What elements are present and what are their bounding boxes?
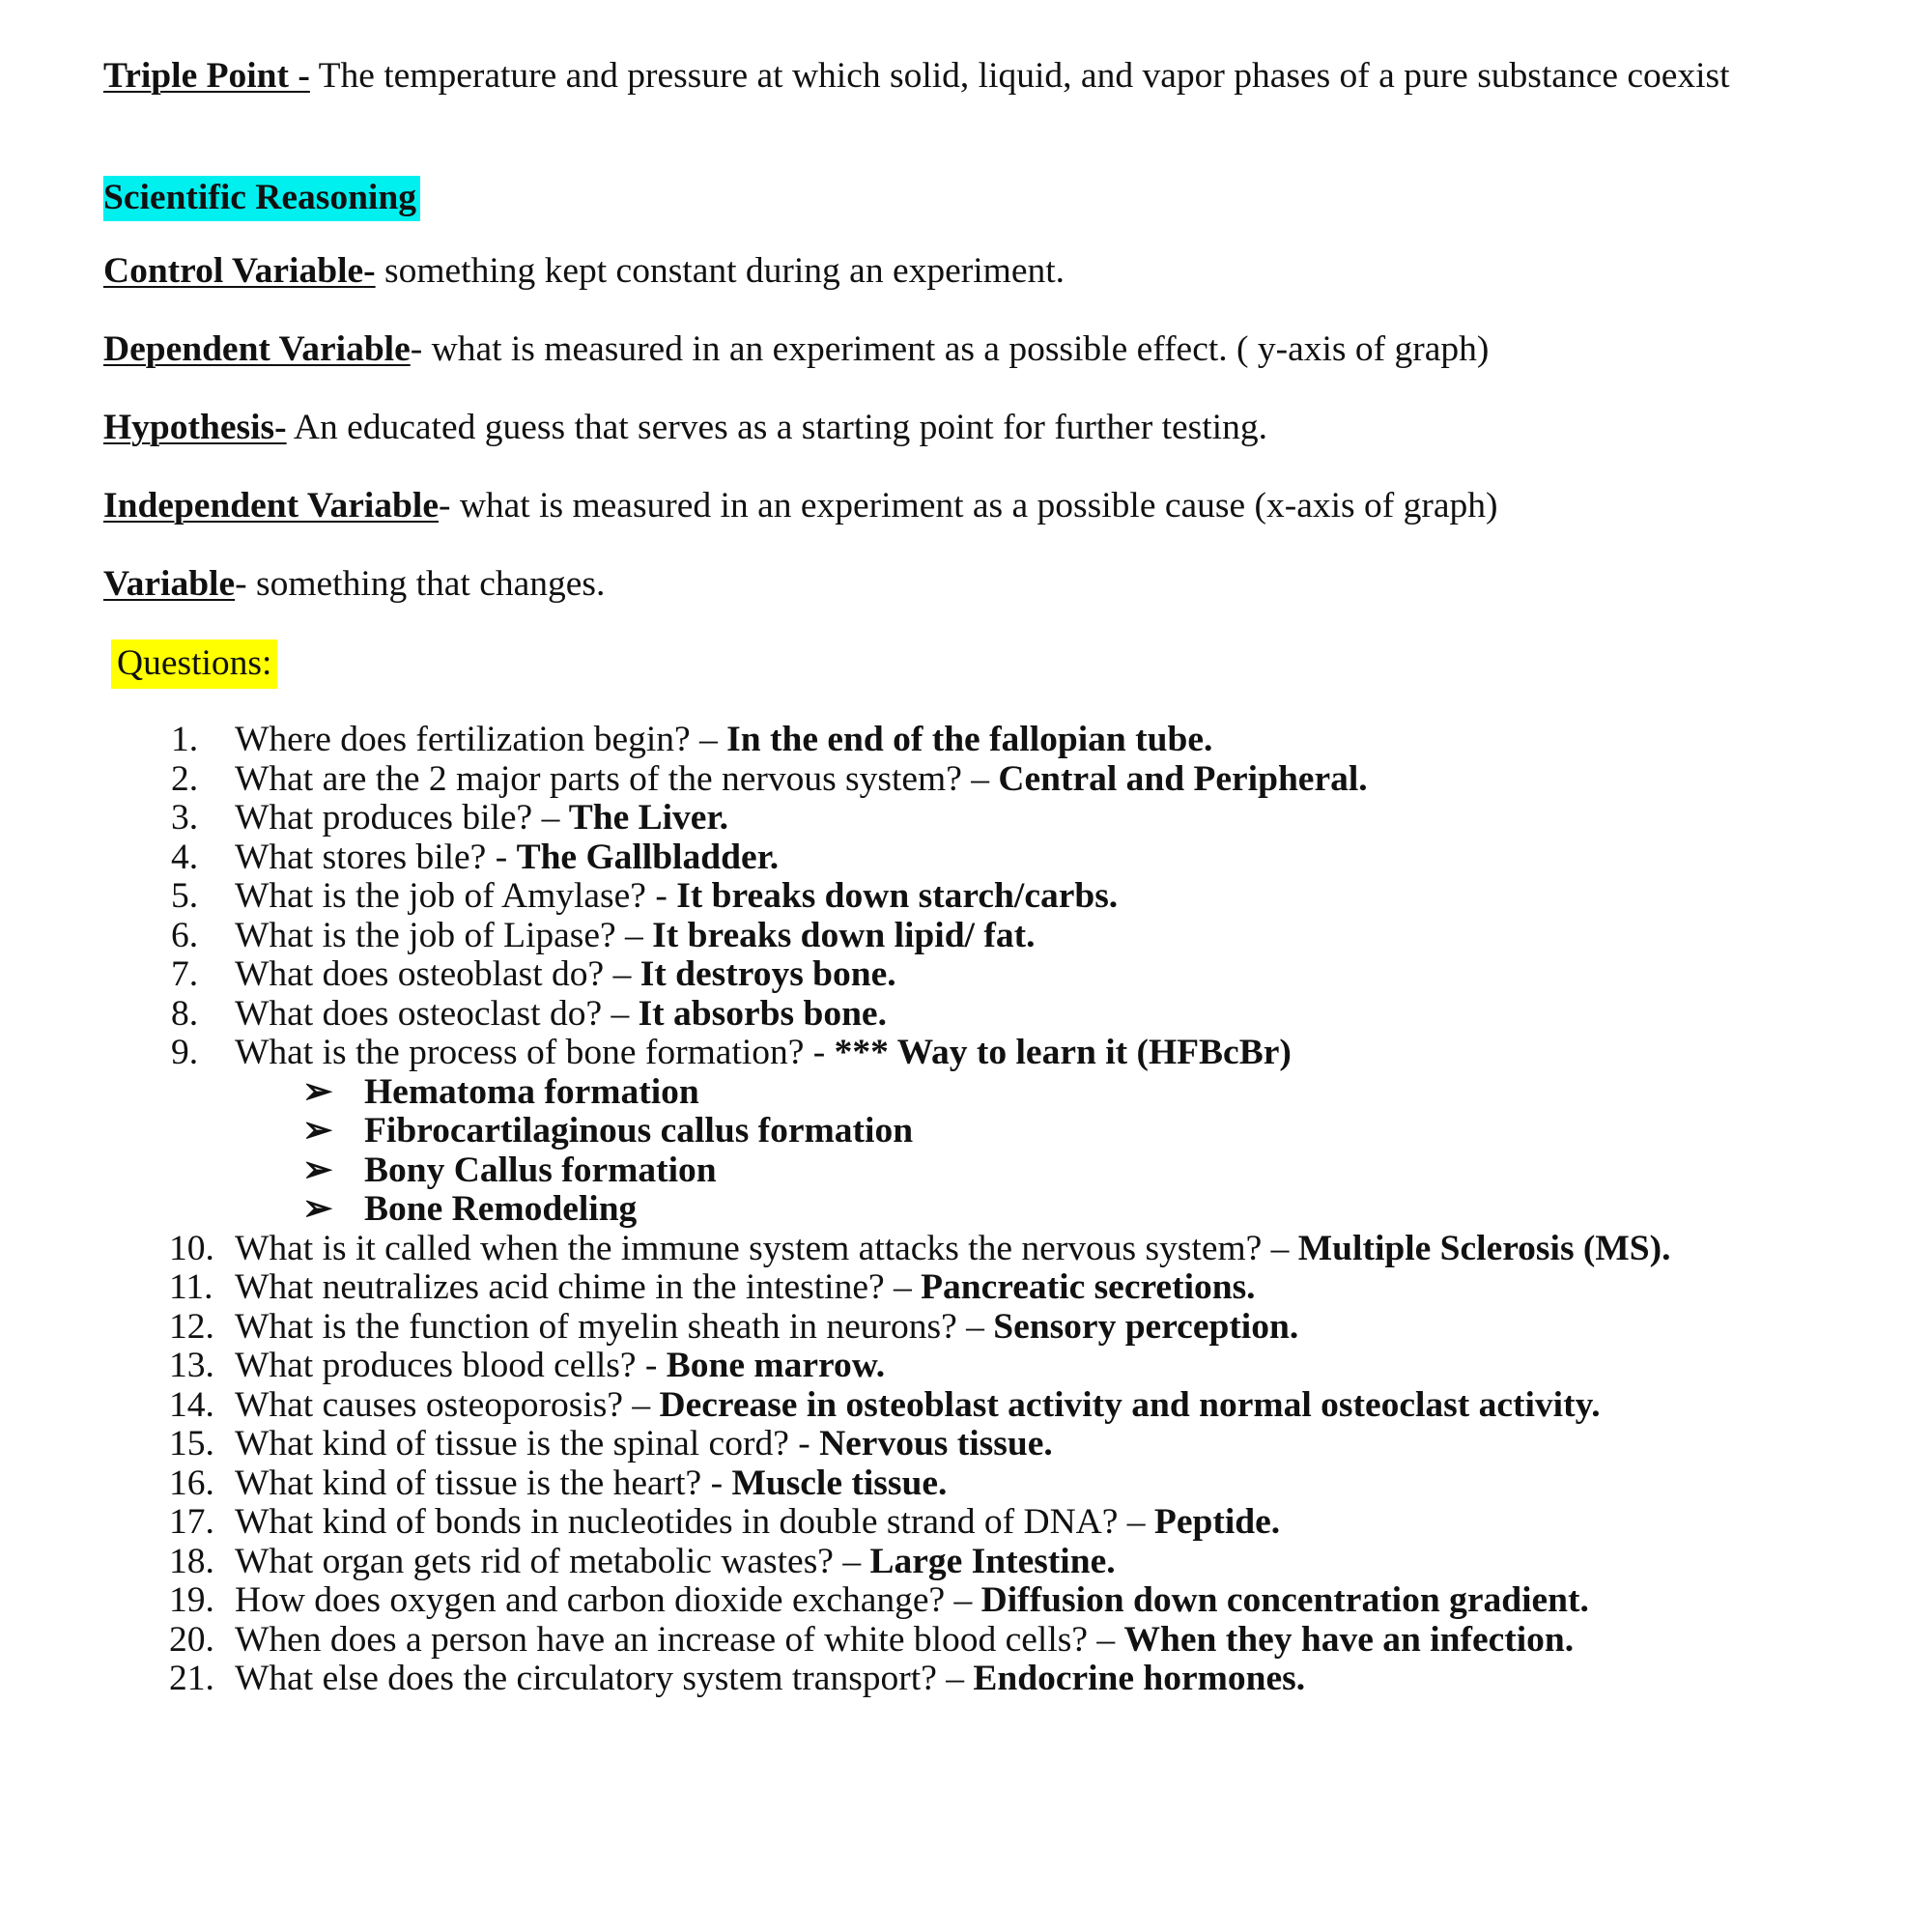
definition-term: Variable xyxy=(103,564,236,604)
answer-text: Large Intestine. xyxy=(869,1541,1116,1581)
question-number: 12. xyxy=(169,1306,214,1347)
answer-text: It breaks down starch/carbs. xyxy=(676,876,1119,916)
answer-text: It destroys bone. xyxy=(639,954,896,994)
definition-variable xyxy=(103,564,1842,604)
question-item xyxy=(171,1268,1813,1308)
question-text: What is the job of Lipase? – xyxy=(235,915,653,955)
question-number: 20. xyxy=(169,1619,214,1660)
arrow-bullet-icon: ➢ xyxy=(302,1071,333,1112)
question-text: Where does fertilization begin? – xyxy=(235,720,727,759)
question-text: What causes osteoporosis? – xyxy=(235,1384,660,1425)
question-number: 5. xyxy=(171,876,199,916)
question-text: What does osteoclast do? – xyxy=(235,993,639,1034)
arrow-bullet-icon: ➢ xyxy=(302,1150,333,1190)
bone-formation-steps xyxy=(235,1073,1813,1230)
question-item xyxy=(171,955,1813,995)
question-text: What kind of bonds in nucleotides in double strand of DNA? – xyxy=(235,1502,1154,1542)
definition-text: - something that changes. xyxy=(235,564,606,604)
question-number: 16. xyxy=(169,1463,214,1503)
question-text: How does oxygen and carbon dioxide exchange? – xyxy=(235,1580,981,1620)
section-heading-scientific-reasoning: Scientific Reasoning xyxy=(103,176,420,221)
question-item xyxy=(171,877,1813,917)
question-item xyxy=(171,760,1813,800)
question-item xyxy=(171,799,1813,838)
question-item xyxy=(171,1464,1813,1504)
question-number: 8. xyxy=(171,993,199,1034)
answer-text: It breaks down lipid/ fat. xyxy=(652,915,1036,955)
step-text: Bony Callus formation xyxy=(364,1150,717,1190)
answer-text: In the end of the fallopian tube. xyxy=(726,720,1213,759)
definition-text: - what is measured in an experiment as a possible cause (x-axis of graph) xyxy=(438,486,1498,526)
answer-text: Multiple Sclerosis (MS). xyxy=(1297,1228,1671,1268)
step-item xyxy=(302,1151,1813,1191)
question-number: 15. xyxy=(169,1424,214,1463)
question-number: 19. xyxy=(169,1580,214,1620)
question-list xyxy=(171,721,1813,1699)
definition-text: - what is measured in an experiment as a possible effect. ( y-axis of graph) xyxy=(410,329,1490,369)
question-number: 17. xyxy=(169,1502,214,1542)
question-text: What produces bile? – xyxy=(235,798,569,838)
definition-text: something kept constant during an experiment. xyxy=(375,251,1065,291)
answer-text: Peptide. xyxy=(1153,1502,1281,1542)
question-item xyxy=(171,995,1813,1035)
question-number: 21. xyxy=(169,1659,214,1698)
answer-text: Diffusion down concentration gradient. xyxy=(980,1580,1589,1620)
answer-text: When they have an infection. xyxy=(1123,1619,1575,1660)
step-item xyxy=(302,1073,1813,1113)
question-item xyxy=(171,1543,1813,1582)
question-item xyxy=(171,1503,1813,1543)
arrow-bullet-icon: ➢ xyxy=(302,1189,333,1229)
definition-dependent-variable xyxy=(103,329,1842,369)
question-item xyxy=(171,1660,1813,1699)
answer-text: Nervous tissue. xyxy=(819,1424,1053,1463)
question-text: What organ gets rid of metabolic wastes? – xyxy=(235,1541,870,1581)
answer-text: Endocrine hormones. xyxy=(973,1659,1306,1698)
question-text: What stores bile? - xyxy=(235,837,517,877)
step-text: Hematoma formation xyxy=(364,1071,699,1112)
question-number: 18. xyxy=(169,1541,214,1581)
section-heading-questions: Questions: xyxy=(111,639,277,689)
question-item xyxy=(171,1034,1813,1230)
question-item xyxy=(171,917,1813,956)
question-number: 1. xyxy=(171,720,199,759)
question-item xyxy=(171,1230,1813,1269)
question-text: What kind of tissue is the heart? - xyxy=(235,1463,732,1503)
answer-text: Muscle tissue. xyxy=(731,1463,948,1503)
question-text: What is it called when the immune system attacks the nervous system? – xyxy=(235,1228,1298,1268)
question-text: What does osteoblast do? – xyxy=(235,954,640,994)
question-number: 7. xyxy=(171,954,199,994)
answer-text: The Gallbladder. xyxy=(516,837,780,877)
question-text: What kind of tissue is the spinal cord? - xyxy=(235,1424,820,1463)
question-number: 6. xyxy=(171,915,199,955)
question-number: 10. xyxy=(169,1228,214,1268)
question-item xyxy=(171,1621,1813,1661)
question-item xyxy=(171,1386,1813,1426)
definition-control-variable xyxy=(103,251,1842,291)
question-text: What are the 2 major parts of the nervous system? – xyxy=(235,758,999,799)
answer-text: Central and Peripheral. xyxy=(998,758,1368,799)
definition-triple-point xyxy=(103,56,1842,96)
question-item xyxy=(171,838,1813,878)
question-number: 3. xyxy=(171,798,199,838)
answer-text: *** Way to learn it (HFBcBr) xyxy=(834,1033,1292,1072)
definition-hypothesis xyxy=(103,408,1842,447)
definition-term: Independent Variable xyxy=(103,486,439,526)
answer-text: Decrease in osteoblast activity and normal osteoclast activity. xyxy=(659,1384,1601,1425)
arrow-bullet-icon: ➢ xyxy=(302,1111,333,1151)
definition-term: Dependent Variable xyxy=(103,329,411,369)
question-text: What is the function of myelin sheath in neurons? – xyxy=(235,1306,994,1347)
question-text: What neutralizes acid chime in the intestine? – xyxy=(235,1267,922,1307)
answer-text: The Liver. xyxy=(568,798,728,838)
definition-term: Triple Point - xyxy=(103,56,310,96)
question-text: What produces blood cells? - xyxy=(235,1346,667,1385)
question-item xyxy=(171,721,1813,760)
question-number: 2. xyxy=(171,758,199,799)
step-text: Bone Remodeling xyxy=(364,1189,638,1229)
question-item xyxy=(171,1308,1813,1348)
question-number: 14. xyxy=(169,1384,214,1425)
definition-text: An educated guess that serves as a starting point for further testing. xyxy=(286,408,1267,447)
step-item xyxy=(302,1112,1813,1151)
definition-text: The temperature and pressure at which solid, liquid, and vapor phases of a pure substance coexist xyxy=(309,56,1730,96)
question-number: 13. xyxy=(169,1346,214,1385)
definition-term: Control Variable- xyxy=(103,251,376,291)
definition-term: Hypothesis- xyxy=(103,408,287,447)
question-text: What is the process of bone formation? - xyxy=(235,1033,835,1072)
question-item xyxy=(171,1425,1813,1464)
question-text: What else does the circulatory system transport? – xyxy=(235,1659,974,1698)
answer-text: Pancreatic secretions. xyxy=(921,1267,1256,1307)
question-item xyxy=(171,1347,1813,1386)
step-item xyxy=(302,1190,1813,1230)
question-number: 4. xyxy=(171,837,199,877)
question-item xyxy=(171,1581,1813,1621)
question-text: What is the job of Amylase? - xyxy=(235,876,677,916)
step-text: Fibrocartilaginous callus formation xyxy=(364,1111,914,1151)
answer-text: Sensory perception. xyxy=(993,1306,1299,1347)
question-number: 9. xyxy=(171,1033,199,1072)
answer-text: Bone marrow. xyxy=(666,1346,886,1385)
answer-text: It absorbs bone. xyxy=(638,993,887,1034)
question-text: When does a person have an increase of white blood cells? – xyxy=(235,1619,1124,1660)
question-number: 11. xyxy=(169,1267,213,1307)
definition-independent-variable xyxy=(103,486,1842,526)
